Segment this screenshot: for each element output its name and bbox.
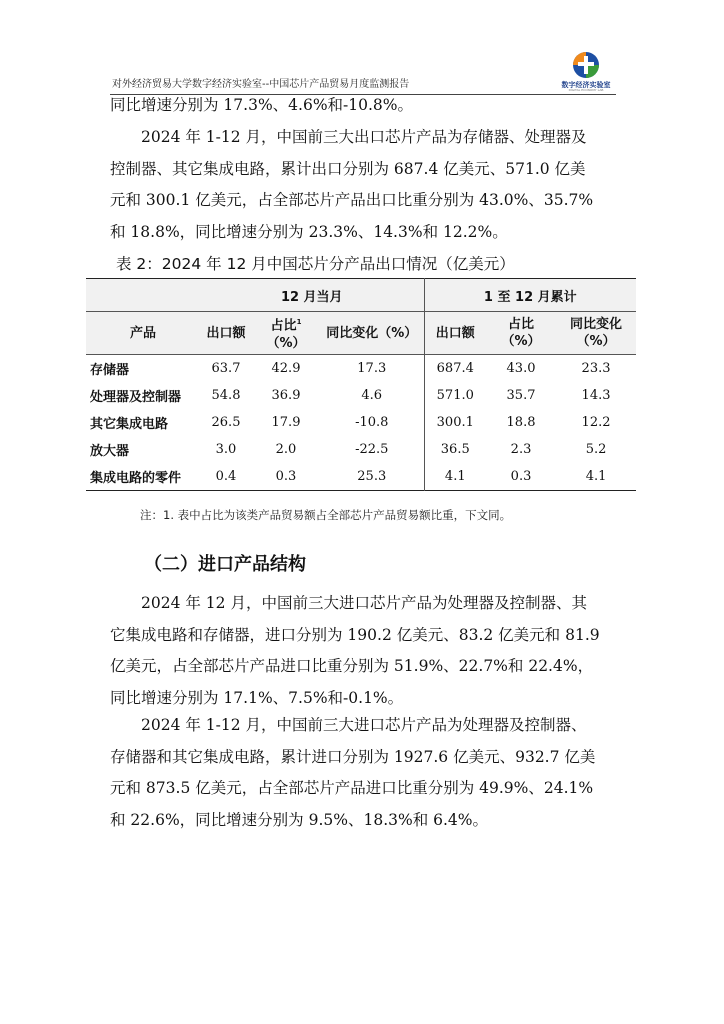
product-cell: 存储器 xyxy=(90,363,130,378)
col-product: 产品 xyxy=(86,312,200,355)
share-cumulative-cell: 2.3 xyxy=(510,442,532,457)
section-heading: （二）进口产品结构 xyxy=(144,554,306,575)
text-line: 和 22.6%，同比增速分别为 9.5%、18.3%和 6.4%。 xyxy=(110,810,489,829)
text-line: 2024 年 1-12 月，中国前三大出口芯片产品为存储器、处理器及 xyxy=(110,128,587,146)
share-cell: 36.9 xyxy=(271,388,301,403)
text-line: 和 18.8%，同比增速分别为 23.3%、14.3%和 12.2%。 xyxy=(110,222,508,241)
table-row xyxy=(86,409,636,436)
col-share-label: 占比 xyxy=(270,318,297,334)
yoy-cell: 4.6 xyxy=(361,388,383,403)
text-line: 控制器、其它集成电路，累计出口分别为 687.4 亿美元、571.0 亿美 xyxy=(110,159,586,178)
col-export-cumulative: 出口额 xyxy=(424,312,486,355)
text-line: 亿美元，占全部芯片产品进口比重分别为 51.9%、22.7%和 22.4%， xyxy=(110,657,594,675)
running-header: 对外经济贸易大学数字经济实验室--中国芯片产品贸易月度监测报告 xyxy=(112,79,410,90)
export-cell: 63.7 xyxy=(211,361,241,376)
yoy-cell: -10.8 xyxy=(355,415,389,430)
group-header-cumulative: 1 至 12 月累计 xyxy=(424,279,636,312)
table-column-header xyxy=(86,312,636,355)
yoy-cumulative-cell: 12.2 xyxy=(581,415,611,430)
product-cell: 其它集成电路 xyxy=(90,417,169,432)
yoy-cumulative-cell: 14.3 xyxy=(581,388,611,403)
table-row xyxy=(86,436,636,463)
paragraph-4 xyxy=(110,710,618,836)
table-row xyxy=(86,355,636,383)
text-line: 同比增速分别为 17.1%、7.5%和-0.1%。 xyxy=(110,688,404,707)
export-cell: 26.5 xyxy=(211,415,241,430)
table-note: 注：1. 表中占比为该类产品贸易额占全部芯片产品贸易额比重，下文同。 xyxy=(140,508,512,522)
col-yoy-cumulative-unit: （%） xyxy=(576,334,616,349)
col-share xyxy=(252,312,320,355)
text-line: 同比增速分别为 17.3%、4.6%和-10.8%。 xyxy=(110,96,414,114)
export-cell: 3.0 xyxy=(215,442,237,457)
yoy-cell: 25.3 xyxy=(357,469,387,484)
text-line: 2024 年 12 月，中国前三大进口芯片产品为处理器及控制器、其 xyxy=(110,594,587,612)
paragraph-2 xyxy=(110,122,618,248)
export-cumulative-cell: 687.4 xyxy=(424,355,486,383)
export-cumulative-cell: 571.0 xyxy=(424,382,486,409)
yoy-cell: 17.3 xyxy=(357,361,387,376)
text-line: 2024 年 1-12 月，中国前三大进口芯片产品为处理器及控制器、 xyxy=(110,716,587,734)
text-line: 元和 873.5 亿美元，占全部芯片产品进口比重分别为 49.9%、24.1% xyxy=(110,779,594,797)
text-line: 存储器和其它集成电路，累计进口分别为 1927.6 亿美元、932.7 亿美 xyxy=(110,747,596,766)
col-yoy: 同比变化（%） xyxy=(320,312,424,355)
globe-icon xyxy=(555,50,617,80)
lab-logo xyxy=(555,50,617,92)
table-row xyxy=(86,463,636,491)
product-cell: 放大器 xyxy=(90,444,130,459)
share-cell: 0.3 xyxy=(275,469,297,484)
paragraph-1 xyxy=(110,90,618,122)
share-cumulative-cell: 35.7 xyxy=(506,388,536,403)
share-cell: 17.9 xyxy=(271,415,301,430)
share-cell: 42.9 xyxy=(271,361,301,376)
table-group-header xyxy=(86,279,636,312)
share-cumulative-cell: 18.8 xyxy=(506,415,536,430)
logo-subtext: DIGITAL ECONOMY LAB xyxy=(568,88,604,92)
table-row xyxy=(86,382,636,409)
product-cell: 集成电路的零件 xyxy=(90,471,182,486)
paragraph-3 xyxy=(110,588,618,714)
export-cumulative-cell: 4.1 xyxy=(424,463,486,491)
share-cumulative-cell: 0.3 xyxy=(510,469,532,484)
group-header-month: 12 月当月 xyxy=(200,279,424,312)
export-cumulative-cell: 36.5 xyxy=(424,436,486,463)
table-caption: 表 2：2024 年 12 月中国芯片分产品出口情况（亿美元） xyxy=(116,255,515,273)
export-cell: 54.8 xyxy=(211,388,241,403)
yoy-cumulative-cell: 23.3 xyxy=(581,361,611,376)
export-table xyxy=(86,278,636,491)
yoy-cumulative-cell: 4.1 xyxy=(585,469,607,484)
footnote-marker: 1 xyxy=(296,318,302,327)
col-share-unit: （%） xyxy=(266,335,306,351)
export-cell: 0.4 xyxy=(215,469,237,484)
share-cumulative-cell: 43.0 xyxy=(506,361,536,376)
empty-cell xyxy=(86,279,200,312)
col-yoy-cumulative xyxy=(556,312,636,355)
col-share-cumulative xyxy=(486,312,556,355)
logo-text: 数字经济实验室 xyxy=(561,81,611,89)
col-share-cumulative-unit: （%） xyxy=(501,334,541,349)
yoy-cell: -22.5 xyxy=(355,442,389,457)
col-export: 出口额 xyxy=(200,312,252,355)
text-line: 它集成电路和存储器，进口分别为 190.2 亿美元、83.2 亿美元和 81.9 xyxy=(110,625,600,644)
col-share-cumulative-label: 占比 xyxy=(508,317,535,332)
text-line: 元和 300.1 亿美元，占全部芯片产品出口比重分别为 43.0%、35.7% xyxy=(110,191,594,209)
share-cell: 2.0 xyxy=(275,442,297,457)
product-cell: 处理器及控制器 xyxy=(90,390,182,405)
export-cumulative-cell: 300.1 xyxy=(424,409,486,436)
col-yoy-cumulative-label: 同比变化 xyxy=(570,317,623,332)
yoy-cumulative-cell: 5.2 xyxy=(585,442,607,457)
